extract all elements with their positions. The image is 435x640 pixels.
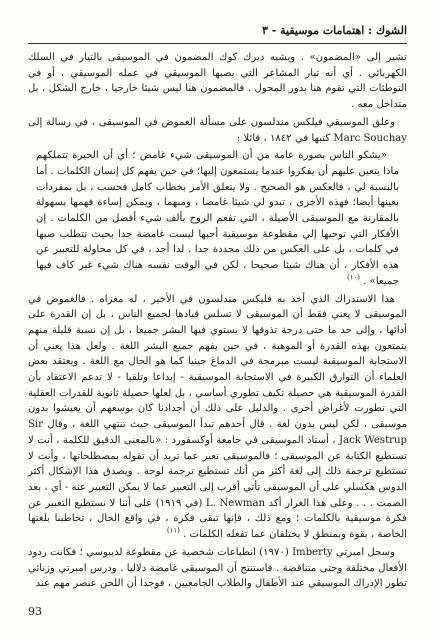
- paragraph: [28, 50, 407, 113]
- running-header: [28, 24, 407, 37]
- paragraph-text: «يشكو الناس بصورة عامة من أن الموسيقى شيء غامض ؛ أي أن الحيرة تتملكهم ماذا يتعين عليهم أن يفكروا عندما يستمعون إليها؛ في حين يفهم كل إنسان الكلمات . أما بالنسبة لي ، فالعكس هو الصحيح . ولا يتعلق الأمر بخطاب كامل فحسب ، بل بمفردات بعينها أيضا؛ فهذه الأخرى ، تبدو لي شيئا غامضا ، ومبهما ، ويمكن إساءة فهمها بسهولة بالمقارنة مع الموسيقى الأصيلة ، التي تفعم الروح بألف شيء أفضل من الكلمات . إن الأفكار التي توحيها إلي مقطوعة موسيقية أحبها ليست غامضة جدا بحيث تتطلب صبها في كلمات ، بل على العكس من ذلك محددة جدا . لذا أجد ، في كل محاولة للتعبير عن هذه الأفكار ، أن هناك شيئا صحيحا ، لكن في الوقت نفسه هناك شيء غير كاف فيها جميعا» .: [36, 150, 399, 287]
- body-text: [28, 50, 407, 594]
- paragraph-text: وعلق الموسيقي فيلكس مندلسون على مسألة الغموض في الموسيقى ، في رسالة إلى Marc Souchay كتبها في ١٨٤٢ ، قائلا :: [28, 116, 407, 144]
- paragraph-text: تشير إلى «المضمون» . ويشبه ديرك كوك المضمون في الموسيقى بالتيار في السلك الكهربائي . أي أنه تيار المشاعر التي يصبها الموسيقي في عمله الموسيقي ، أو في التوطئات التي تقوم هنا بدور المحول . فالمضمون هنا ليس شيئا خارجيا ، خارج الشكل ، بل متداخل معه .: [28, 52, 407, 111]
- paragraph: [28, 292, 407, 543]
- paragraph: [28, 545, 407, 592]
- paragraph-text: وسجل امبرتي Imberty (١٩٧٠) انطباعات شخصية عن مقطوعة لديبوسي ؛ فكانت ردود الأفعال مختلفة وحتى متناقضة . فاستنتج أن الموسيقى غامضة دلاليا . ودرس امبرتي وزنائي تطور الإدراك الموسيقي عند الأطفال والطلاب الجامعيين ، فوجدا أن اللحن عنصر مهم عند: [28, 546, 407, 590]
- paragraph: [36, 148, 399, 289]
- paragraph: [28, 115, 407, 146]
- footnote-reference: (١١): [166, 526, 180, 535]
- header-divider: [28, 43, 407, 44]
- page-number: 93: [28, 605, 42, 618]
- paragraph-text: هذا الاستدراك الذي أخذ به فليكس مندلسون في الأخير ، له مغزاه . فالغموض في الموسيقى لا يعني فقط أن الموسيقى لا تسلس قيادها لجميع الناس ، بل إن القدرة على أدائها ، وإلى حد ما حتى درجة تذوقها لا يستوي فيها البشر جميعا ، بل إن نسبة قليلة منهم يتمتعون بهذه القدرة أو الموهبة ، في حين يفهم جميع البشر اللغة . ولعل هذا يعني أن الاستجابة الموسيقية ليست مبرمجة في الدماغ جينيا كما هو الحال مع اللغة . ويعتقد بعض العلماء أن التوارق الكبيرة في الاستجابة الموسيقية - إبداعا وتلقيا - لا تدعم الاعتقاد بأن القدرة الموسيقية هي حصيلة تكيف تطوري أساسي ، بل لعلها حصيلة ثانوية للقدرات العقلية التي تطورت لأغراض أخرى . والدليل على ذلك أن أجدادنا كان بوسعهم أن يعيشوا بدون موسيقى ، لكن ليس بدون لغة . قال أحدهم تبدأ الموسيقى حيث تنتهي اللغة ، وقال Sir Jack Westrup ، أستاذ الموسيقى في جامعة أوكسفورد : «بالمعنى الدقيق للكلمة ، أنت لا تستطيع الكتابة عن الموسيقى ؛ فالموسيقى تعبر عما تريد أن تقوله بمصطلحاتها ، وأنت لا تستطيع ترجمة ذلك إلى لغة أكثر من أنك تستطيع ترجمة لوحة . ويصدق هذا الإشكال أكثر الدوس هكسلي على أن الموسيقى تأتي أقرب إلى التعبير عما لا يمكن التعبير عنه - أي ، بعد الصمت . . . وعلى هذا الغرار أكد L. Newman (في ١٩١٩) على أننا لا نستطيع التعبير عن فكرة موسيقية بالكلمات ؛ ومع ذلك ، فإنها تبقى فكرة ، في واقع الحال ، تخاطبنا بلغتها الخاصة ، بقوة وبمنطق لا يختلفان عما تفعله الكلمات .: [28, 293, 408, 541]
- footnote-reference: (١٠): [347, 273, 360, 282]
- running-title: الشوك : اهتمامات موسيقية - ٣: [261, 24, 407, 37]
